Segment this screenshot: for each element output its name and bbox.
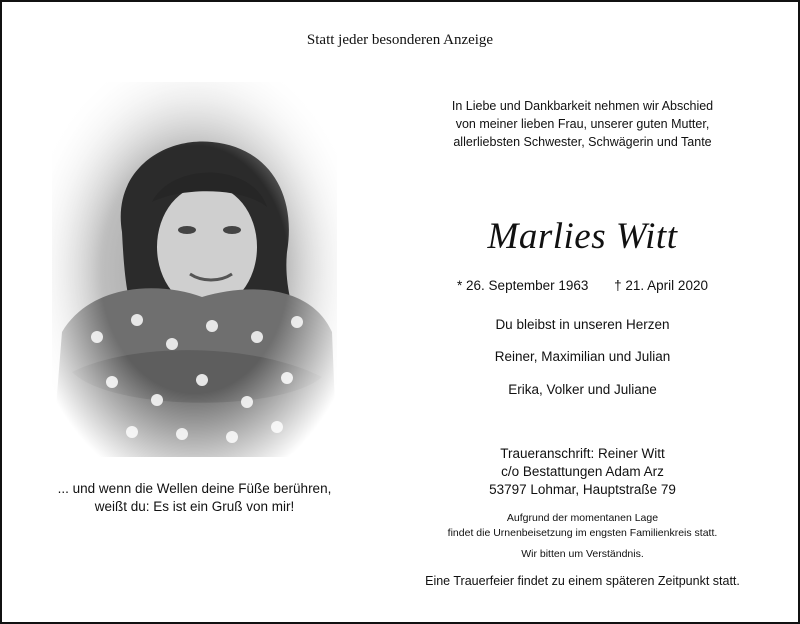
intro-line: von meiner lieben Frau, unserer guten Mutter, [455, 117, 710, 131]
burial-note [400, 511, 765, 541]
portrait-illustration [52, 82, 337, 457]
motto: Du bleibst in unseren Herzen [495, 317, 670, 332]
address-line: Traueranschrift: Reiner Witt [500, 446, 665, 461]
quote-line: ... und wenn die Wellen deine Füße berühren, [57, 481, 332, 496]
quote-line: weißt du: Es ist ein Gruß von mir! [94, 499, 295, 514]
address-line: c/o Bestattungen Adam Arz [501, 464, 664, 479]
family-line: Reiner, Maximilian und Julian [494, 349, 671, 364]
note-line: findet die Urnenbeisetzung im engsten Familienkreis statt. [447, 527, 718, 539]
portrait-photo [52, 82, 337, 457]
life-dates [400, 278, 765, 293]
quote [22, 480, 367, 516]
mourning-address [400, 445, 765, 499]
death-date: † 21. April 2020 [614, 278, 708, 293]
address-line: 53797 Lohmar, Hauptstraße 79 [489, 482, 676, 497]
intro-line: allerliebsten Schwester, Schwägerin und Tante [453, 135, 712, 149]
intro-line: In Liebe und Dankbarkeit nehmen wir Abschied [451, 99, 714, 113]
intro-text [400, 97, 765, 151]
closing-note: Eine Trauerfeier findet zu einem späteren Zeitpunkt statt. [425, 574, 740, 588]
birth-date: * 26. September 1963 [457, 278, 589, 293]
header-line: Statt jeder besonderen Anzeige [306, 32, 494, 48]
note-line: Aufgrund der momentanen Lage [506, 512, 659, 524]
deceased-name: Marlies Witt [487, 216, 678, 257]
family-line: Erika, Volker und Juliane [508, 382, 657, 397]
understanding-request: Wir bitten um Verständnis. [521, 548, 644, 560]
